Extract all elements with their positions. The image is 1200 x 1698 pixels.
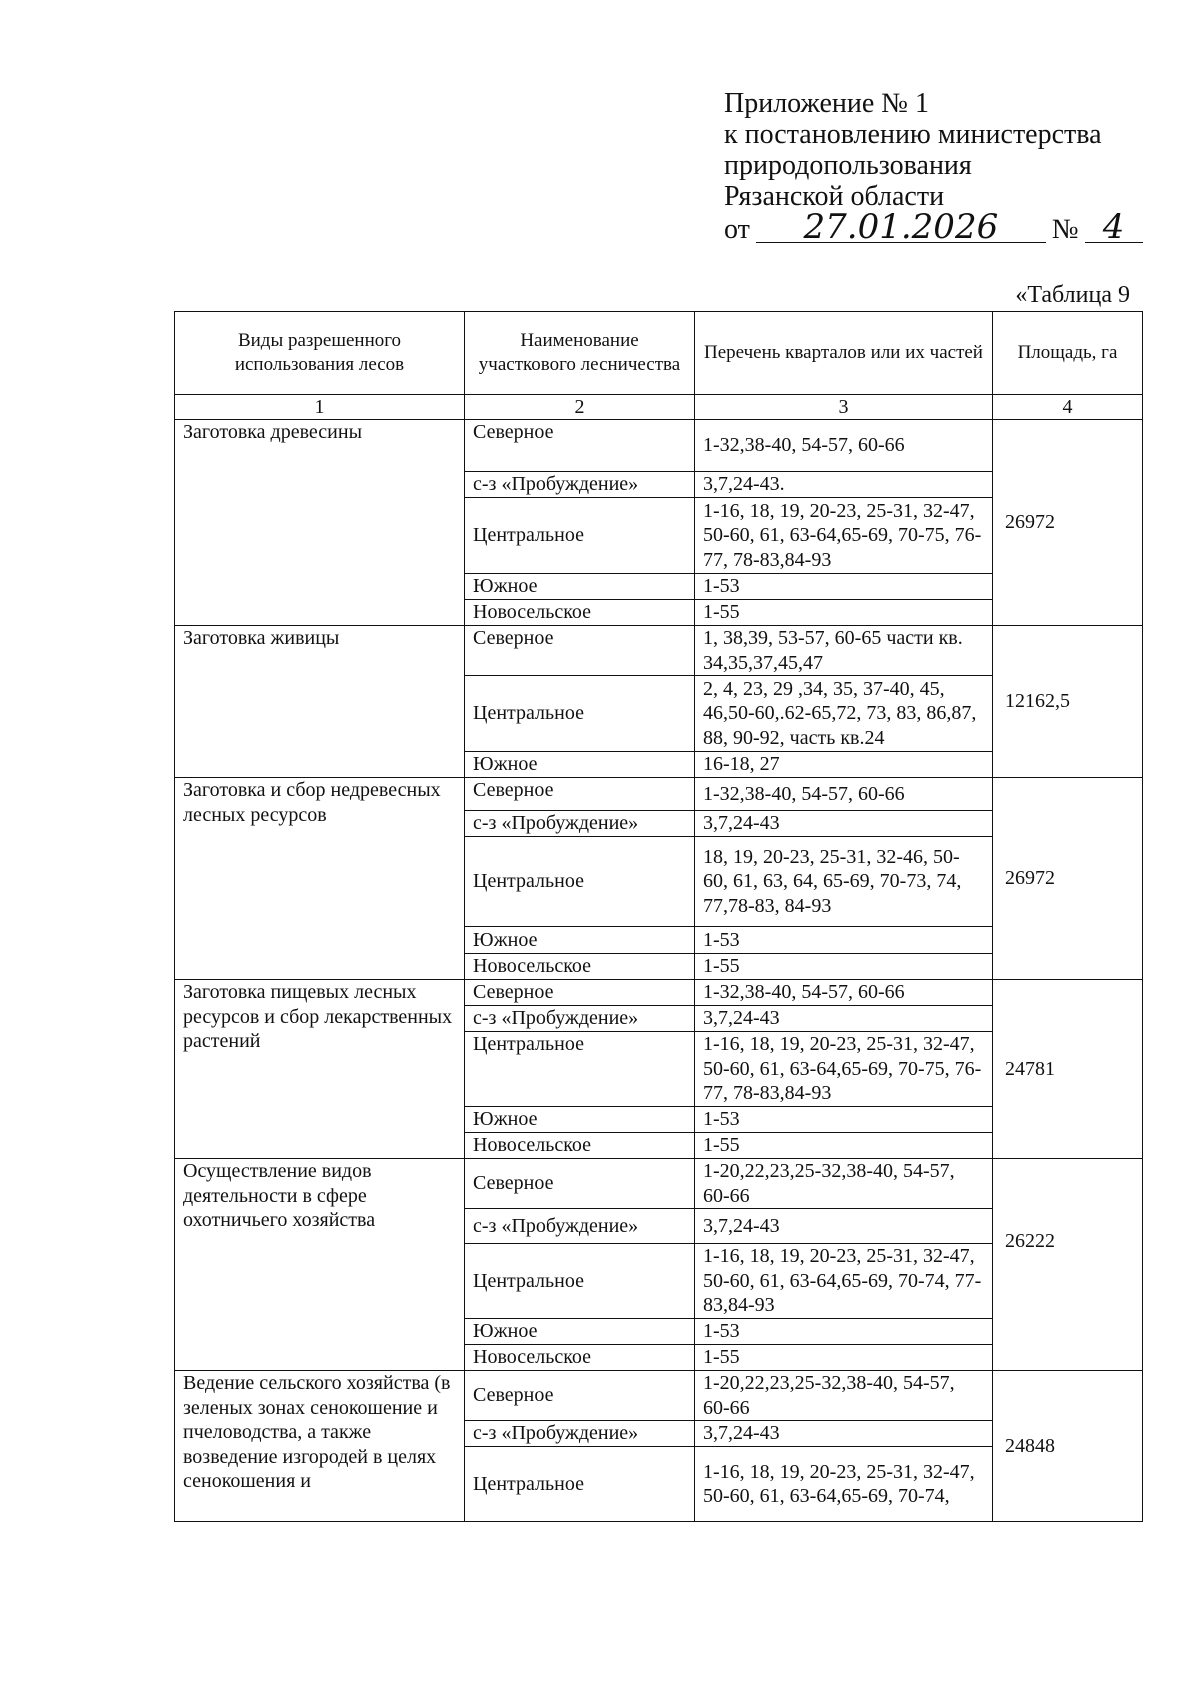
forestry-cell: Новосельское [465,954,695,980]
forestry-cell: Новосельское [465,1133,695,1159]
column-header-area: Площадь, га [993,312,1143,395]
forestry-cell: Северное [465,980,695,1006]
forestry-cell: Центральное [465,837,695,927]
quarters-cell: 3,7,24-43. [695,472,993,498]
area-cell: 26222 [993,1159,1143,1371]
use-type-cell: Заготовка пищевых лесных ресурсов и сбор лекарственных растений [175,980,465,1159]
forestry-cell: Центральное [465,676,695,752]
forestry-cell: Северное [465,626,695,676]
quarters-cell: 1-53 [695,1319,993,1345]
from-label: от [724,214,750,245]
column-header-use: Виды разрешенного использования лесов [175,312,465,395]
forestry-cell: с-з «Пробуждение» [465,1209,695,1244]
appendix-title: Приложение № 1 [724,88,929,119]
column-number: 2 [465,395,695,420]
column-number-row [175,395,1143,420]
quarters-cell: 1-53 [695,574,993,600]
area-cell: 24781 [993,980,1143,1159]
quarters-cell: 1-16, 18, 19, 20-23, 25-31, 32-47, 50-60, 61, 63-64,65-69, 70-74, [695,1447,993,1522]
area-cell: 26972 [993,778,1143,980]
forestry-cell: Южное [465,927,695,954]
forestry-cell: с-з «Пробуждение» [465,472,695,498]
table-row [175,420,1143,472]
forestry-cell: Новосельское [465,1345,695,1371]
quarters-cell: 1-55 [695,954,993,980]
column-number: 1 [175,395,465,420]
table-row [175,1159,1143,1209]
quarters-cell: 1-32,38-40, 54-57, 60-66 [695,980,993,1006]
use-type-cell: Заготовка древесины [175,420,465,626]
number-label: № [1051,214,1079,245]
forestry-cell: Северное [465,1159,695,1209]
forestry-cell: Центральное [465,1032,695,1107]
quarters-cell: 1-55 [695,600,993,626]
forestry-cell: Северное [465,778,695,811]
table-caption: «Таблица 9 [1015,282,1130,308]
quarters-cell: 1-53 [695,927,993,954]
column-number: 4 [993,395,1143,420]
quarters-cell: 16-18, 27 [695,752,993,778]
column-number: 3 [695,395,993,420]
quarters-cell: 1-16, 18, 19, 20-23, 25-31, 32-47, 50-60, 61, 63-64,65-69, 70-75, 76-77, 78-83,84-93 [695,498,993,574]
forestry-cell: с-з «Пробуждение» [465,1421,695,1447]
forestry-cell: Новосельское [465,600,695,626]
forestry-cell: Центральное [465,1244,695,1319]
quarters-cell: 1, 38,39, 53-57, 60-65 части кв. 34,35,37,45,47 [695,626,993,676]
forestry-cell: с-з «Пробуждение» [465,811,695,837]
use-type-cell: Ведение сельского хозяйства (в зеленых зонах сенокошение и пчеловодства, а также возведение изгородей в целях сенокошения и [175,1371,465,1522]
column-header-quarters: Перечень кварталов или их частей [695,312,993,395]
forestry-cell: Южное [465,1107,695,1133]
forestry-cell: Северное [465,1371,695,1421]
use-type-cell: Заготовка и сбор недревесных лесных ресурсов [175,778,465,980]
forestry-cell: Северное [465,420,695,472]
forestry-cell: Южное [465,752,695,778]
quarters-cell: 1-32,38-40, 54-57, 60-66 [695,778,993,811]
forestry-cell: Южное [465,1319,695,1345]
quarters-cell: 18, 19, 20-23, 25-31, 32-46, 50-60, 61, 63, 64, 65-69, 70-73, 74, 77,78-83, 84-93 [695,837,993,927]
quarters-cell: 1-16, 18, 19, 20-23, 25-31, 32-47, 50-60, 61, 63-64,65-69, 70-75, 76-77, 78-83,84-93 [695,1032,993,1107]
appendix-ministry: природопользования [724,150,972,181]
quarters-cell: 1-55 [695,1133,993,1159]
area-cell: 12162,5 [993,626,1143,778]
quarters-cell: 1-16, 18, 19, 20-23, 25-31, 32-47, 50-60, 61, 63-64,65-69, 70-74, 77-83,84-93 [695,1244,993,1319]
quarters-cell: 3,7,24-43 [695,1421,993,1447]
quarters-cell: 1-55 [695,1345,993,1371]
use-type-cell: Осуществление видов деятельности в сфере охотничьего хозяйства [175,1159,465,1371]
quarters-cell: 1-32,38-40, 54-57, 60-66 [695,420,993,472]
area-cell: 26972 [993,420,1143,626]
area-cell: 24848 [993,1371,1143,1522]
quarters-cell: 3,7,24-43 [695,811,993,837]
table-row [175,980,1143,1006]
table-body [175,420,1143,1522]
column-header-forestry: Наименование участкового лесничества [465,312,695,395]
forestry-cell: Южное [465,574,695,600]
quarters-cell: 1-20,22,23,25-32,38-40, 54-57, 60-66 [695,1371,993,1421]
quarters-cell: 1-20,22,23,25-32,38-40, 54-57, 60-66 [695,1159,993,1209]
appendix-header [724,88,1164,245]
forestry-cell: Центральное [465,498,695,574]
forest-use-table [174,311,1143,1522]
quarters-cell: 1-53 [695,1107,993,1133]
table-row [175,626,1143,676]
appendix-subtitle: к постановлению министерства [724,119,1102,150]
forestry-cell: Центральное [465,1447,695,1522]
appendix-date-line [724,207,1164,247]
table-header-row [175,312,1143,395]
table-row [175,1371,1143,1421]
table-row [175,778,1143,811]
handwritten-date: 27.01.2026 [756,212,1046,243]
forestry-cell: с-з «Пробуждение» [465,1006,695,1032]
quarters-cell: 3,7,24-43 [695,1006,993,1032]
use-type-cell: Заготовка живицы [175,626,465,778]
quarters-cell: 2, 4, 23, 29 ,34, 35, 37-40, 45, 46,50-60,.62-65,72, 73, 83, 86,87, 88, 90-92, часть кв.24 [695,676,993,752]
appendix-region: Рязанской области [724,181,945,212]
quarters-cell: 3,7,24-43 [695,1209,993,1244]
handwritten-number: 4 [1085,212,1143,243]
